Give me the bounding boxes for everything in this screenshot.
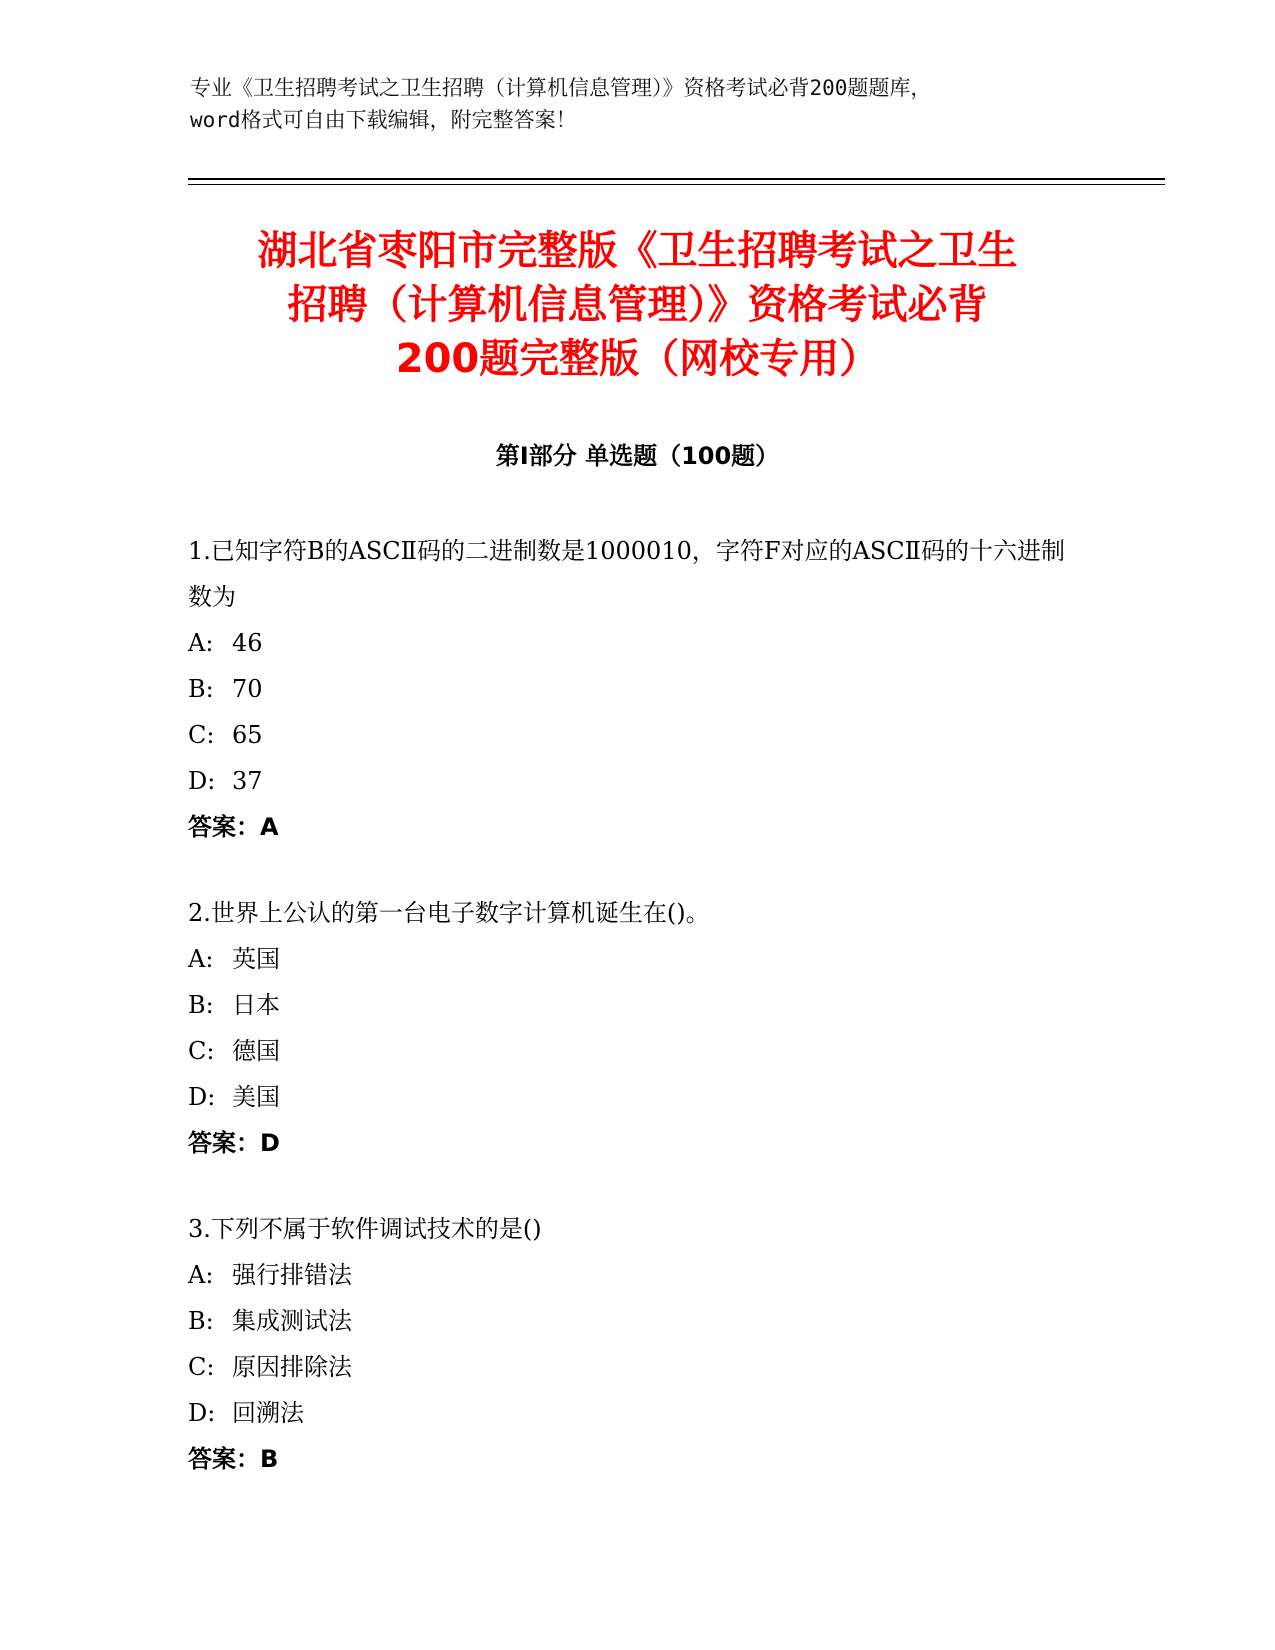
option-b [188,1298,1088,1344]
option-text: 回溯法 [232,1399,304,1427]
question-stem: 1.已知字符B的ASCⅡ码的二进制数是1000010，字符F对应的ASCⅡ码的十六进制数为 [188,537,1065,611]
option-key: D: [188,1399,216,1427]
option-c [188,1344,1088,1390]
answer-line: 答案：A [188,813,279,841]
header-note [190,72,1090,136]
option-c [188,1028,1088,1074]
section-heading: 第Ⅰ部分 单选题（100题） [495,442,780,470]
option-key: C: [188,721,215,749]
option-text: 原因排除法 [232,1353,352,1381]
option-text: 美国 [232,1083,280,1111]
option-a [188,620,1088,666]
option-text: 65 [232,721,263,749]
option-text: 日本 [232,991,280,1019]
document-title [150,224,1125,386]
option-c [188,712,1088,758]
header-note-line-2: word格式可自由下载编辑，附完整答案！ [190,108,577,132]
option-key: C: [188,1353,215,1381]
option-key: D: [188,767,216,795]
document-title-line-2: 招聘（计算机信息管理）》资格考试必背 [287,282,988,328]
option-text: 70 [232,675,263,703]
option-b [188,666,1088,712]
answer-line: 答案：D [188,1129,280,1157]
option-key: A: [188,629,214,657]
header-divider-thin [188,184,1165,185]
option-b [188,982,1088,1028]
question-1 [188,528,1088,850]
option-text: 37 [232,767,263,795]
option-text: 强行排错法 [232,1261,352,1289]
header-divider-thick [188,178,1165,180]
question-stem: 3.下列不属于软件调试技术的是() [188,1215,542,1243]
document-title-line-1: 湖北省枣阳市完整版《卫生招聘考试之卫生 [257,228,1018,274]
option-d [188,758,1088,804]
option-text: 集成测试法 [232,1307,352,1335]
document-title-line-3: 200题完整版（网校专用） [395,336,880,382]
option-d [188,1074,1088,1120]
question-stem: 2.世界上公认的第一台电子数字计算机诞生在()。 [188,899,710,927]
option-key: D: [188,1083,216,1111]
option-key: C: [188,1037,215,1065]
question-2 [188,890,1088,1166]
option-key: B: [188,991,214,1019]
option-key: A: [188,1261,214,1289]
option-a [188,1252,1088,1298]
option-key: A: [188,945,214,973]
header-note-line-1: 专业《卫生招聘考试之卫生招聘（计算机信息管理）》资格考试必背200题题库， [190,76,932,100]
option-text: 德国 [232,1037,280,1065]
option-d [188,1390,1088,1436]
question-3 [188,1206,1088,1482]
option-a [188,936,1088,982]
option-text: 英国 [232,945,280,973]
option-key: B: [188,1307,214,1335]
answer-line: 答案：B [188,1445,279,1473]
option-text: 46 [232,629,263,657]
option-key: B: [188,675,214,703]
